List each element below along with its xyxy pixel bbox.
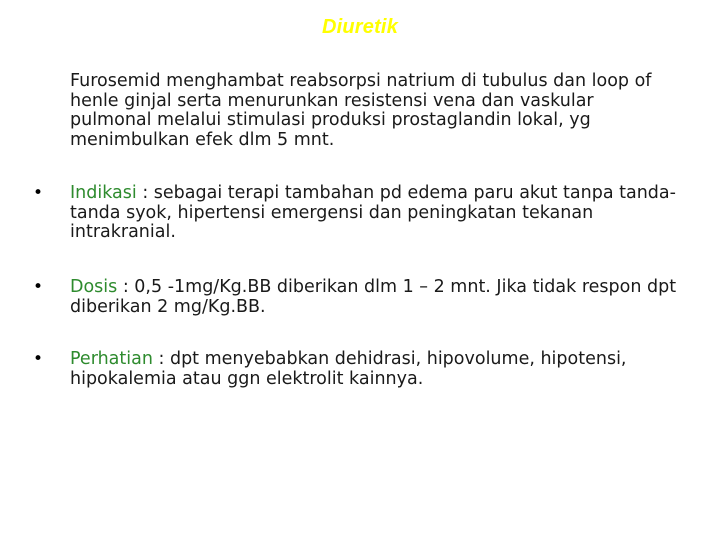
bullet-term: Dosis <box>70 277 118 297</box>
bullet-dosis <box>33 278 683 317</box>
bullet-text-block <box>70 278 683 317</box>
bullet-indikasi <box>33 184 683 243</box>
bullet-text: : 0,5 -1mg/Kg.BB diberikan dlm 1 – 2 mnt. Jika tidak respon dpt diberikan 2 mg/Kg.BB. <box>70 277 677 317</box>
bullet-text-block <box>70 184 683 243</box>
bullet-text: : dpt menyebabkan dehidrasi, hipovolume, hipotensi, hipokalemia atau ggn elektrolit kainnya. <box>70 349 627 389</box>
bullet-term: Indikasi <box>70 183 137 203</box>
bullet-text-block <box>70 350 683 389</box>
bullet-marker: • <box>33 277 44 297</box>
bullet-term: Perhatian <box>70 349 153 369</box>
slide-title: Diuretik <box>321 16 399 38</box>
bullet-marker: • <box>33 349 44 369</box>
bullet-perhatian <box>33 350 683 389</box>
intro-paragraph: Furosemid menghambat reabsorpsi natrium di tubulus dan loop of henle ginjal serta menurunkan resistensi vena dan vaskular pulmonal melalui stimulasi produksi prostaglandin lokal, yg menimbulkan efek dlm 5 mnt. <box>70 71 652 150</box>
bullet-text: : sebagai terapi tambahan pd edema paru akut tanpa tanda- tanda syok, hipertensi emergensi dan peningkatan tekanan intrakranial. <box>70 183 676 242</box>
bullet-marker: • <box>33 183 44 203</box>
